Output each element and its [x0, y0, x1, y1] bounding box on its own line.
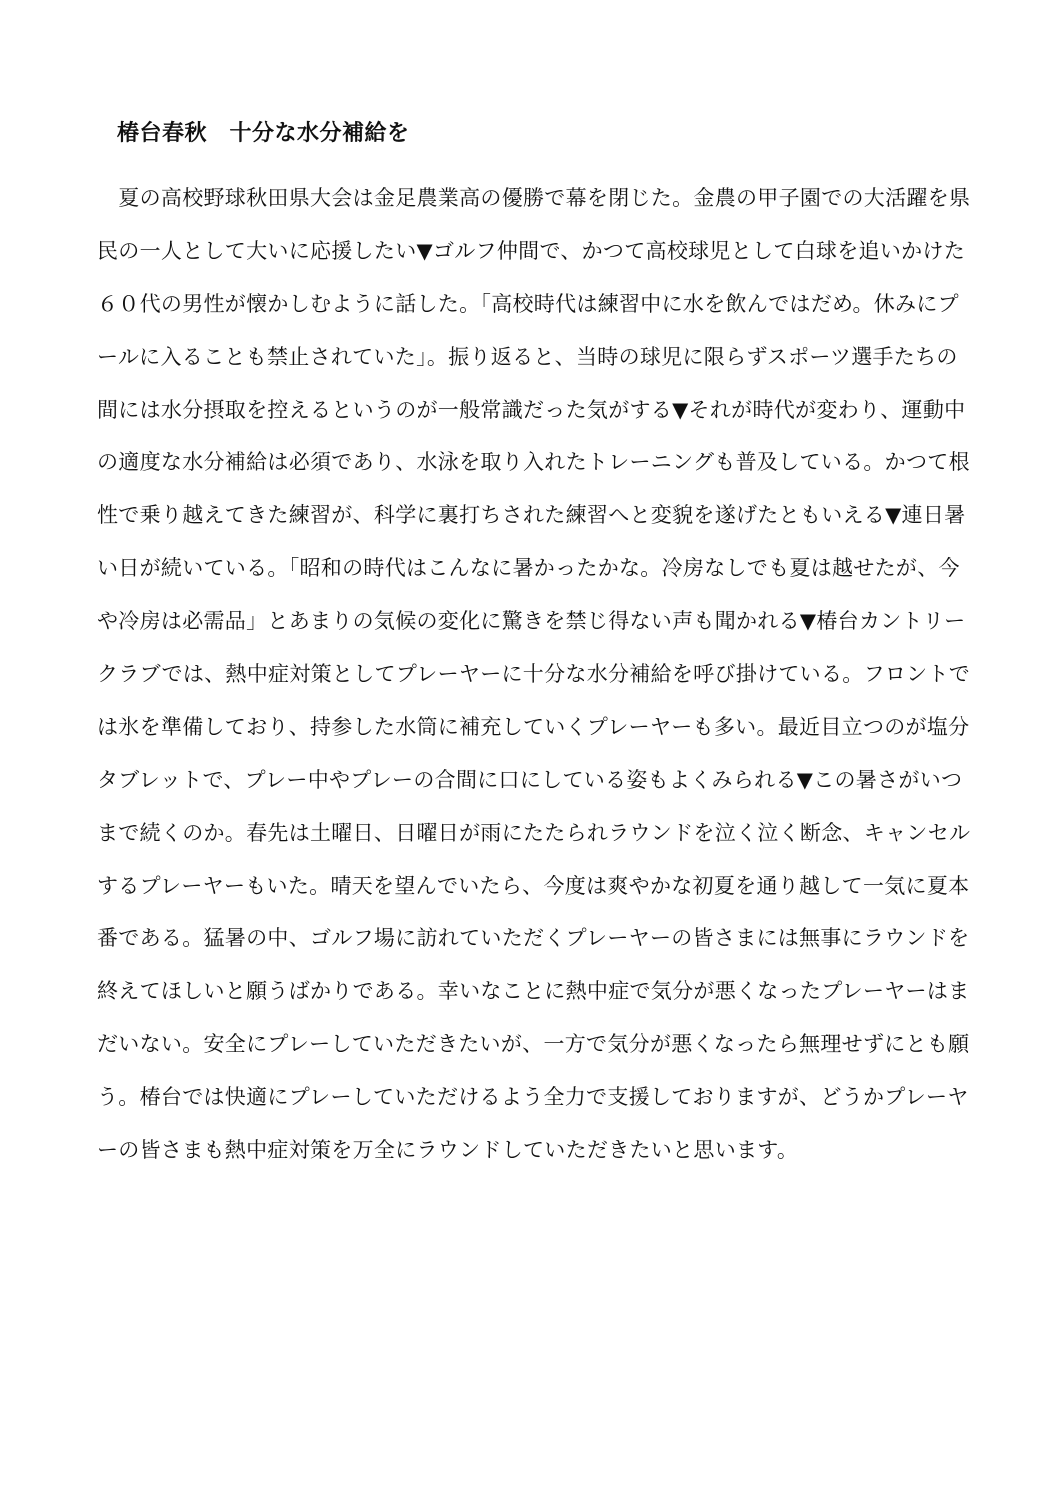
- body-line: は氷を準備しており、持参した水筒に補充していくプレーヤーも多い。最近目立つのが塩分: [97, 714, 970, 739]
- body-line: タブレットで、プレー中やプレーの合間に口にしている姿もよくみられる▼この暑さがいつ: [97, 767, 963, 792]
- body-line: ６０代の男性が懐かしむように話した。「高校時代は練習中に水を飲んではだめ。休みにプ: [97, 291, 959, 316]
- body-line: い日が続いている。「昭和の時代はこんなに暑かったかな。冷房なしでも夏は越せたが、今: [97, 556, 960, 581]
- body-line: 終えてほしいと願うばかりである。幸いなことに熱中症で気分が悪くなったプレーヤーはま: [97, 979, 970, 1004]
- body-line: や冷房は必需品」とあまりの気候の変化に驚きを禁じ得ない声も聞かれる▼椿台カントリー: [97, 609, 966, 634]
- body-line: 性で乗り越えてきた練習が、科学に裏打ちされた練習へと変貌を遂げたともいえる▼連日暑: [97, 503, 966, 528]
- body-line: まで続くのか。春先は土曜日、日曜日が雨にたたられラウンドを泣く泣く断念、キャンセル: [97, 820, 971, 845]
- body-line: の適度な水分補給は必須であり、水泳を取り入れたトレーニングも普及している。かつて根: [97, 450, 970, 475]
- body-line: 間には水分摂取を控えるというのが一般常識だった気がする▼それが時代が変わり、運動中: [97, 397, 966, 422]
- body-line: だいない。安全にプレーしていただきたいが、一方で気分が悪くなったら無理せずにとも願: [97, 1032, 970, 1057]
- article-body: [97, 180, 977, 1185]
- body-line: 民の一人として大いに応援したい▼ゴルフ仲間で、かつて高校球児として白球を追いかけた: [97, 238, 966, 263]
- body-line: クラブでは、熱中症対策としてプレーヤーに十分な水分補給を呼び掛けている。フロントで: [97, 662, 971, 687]
- body-line: ーの皆さまも熱中症対策を万全にラウンドしていただきたいと思います。: [97, 1138, 799, 1163]
- body-line: 夏の高校野球秋田県大会は金足農業高の優勝で幕を閉じた。金農の甲子園での大活躍を県: [97, 186, 971, 210]
- body-line: するプレーヤーもいた。晴天を望んでいたら、今度は爽やかな初夏を通り越して一気に夏本: [97, 873, 970, 898]
- body-line: ールに入ることも禁止されていた」。振り返ると、当時の球児に限らずスポーツ選手たちの: [97, 344, 958, 369]
- body-line: 番である。猛暑の中、ゴルフ場に訪れていただくプレーヤーの皆さまには無事にラウンドを: [97, 926, 970, 951]
- article-title: 椿台春秋 十分な水分補給を: [117, 120, 410, 146]
- body-line: う。椿台では快適にプレーしていただけるよう全力で支援しておりますが、どうかプレーヤ: [97, 1085, 969, 1110]
